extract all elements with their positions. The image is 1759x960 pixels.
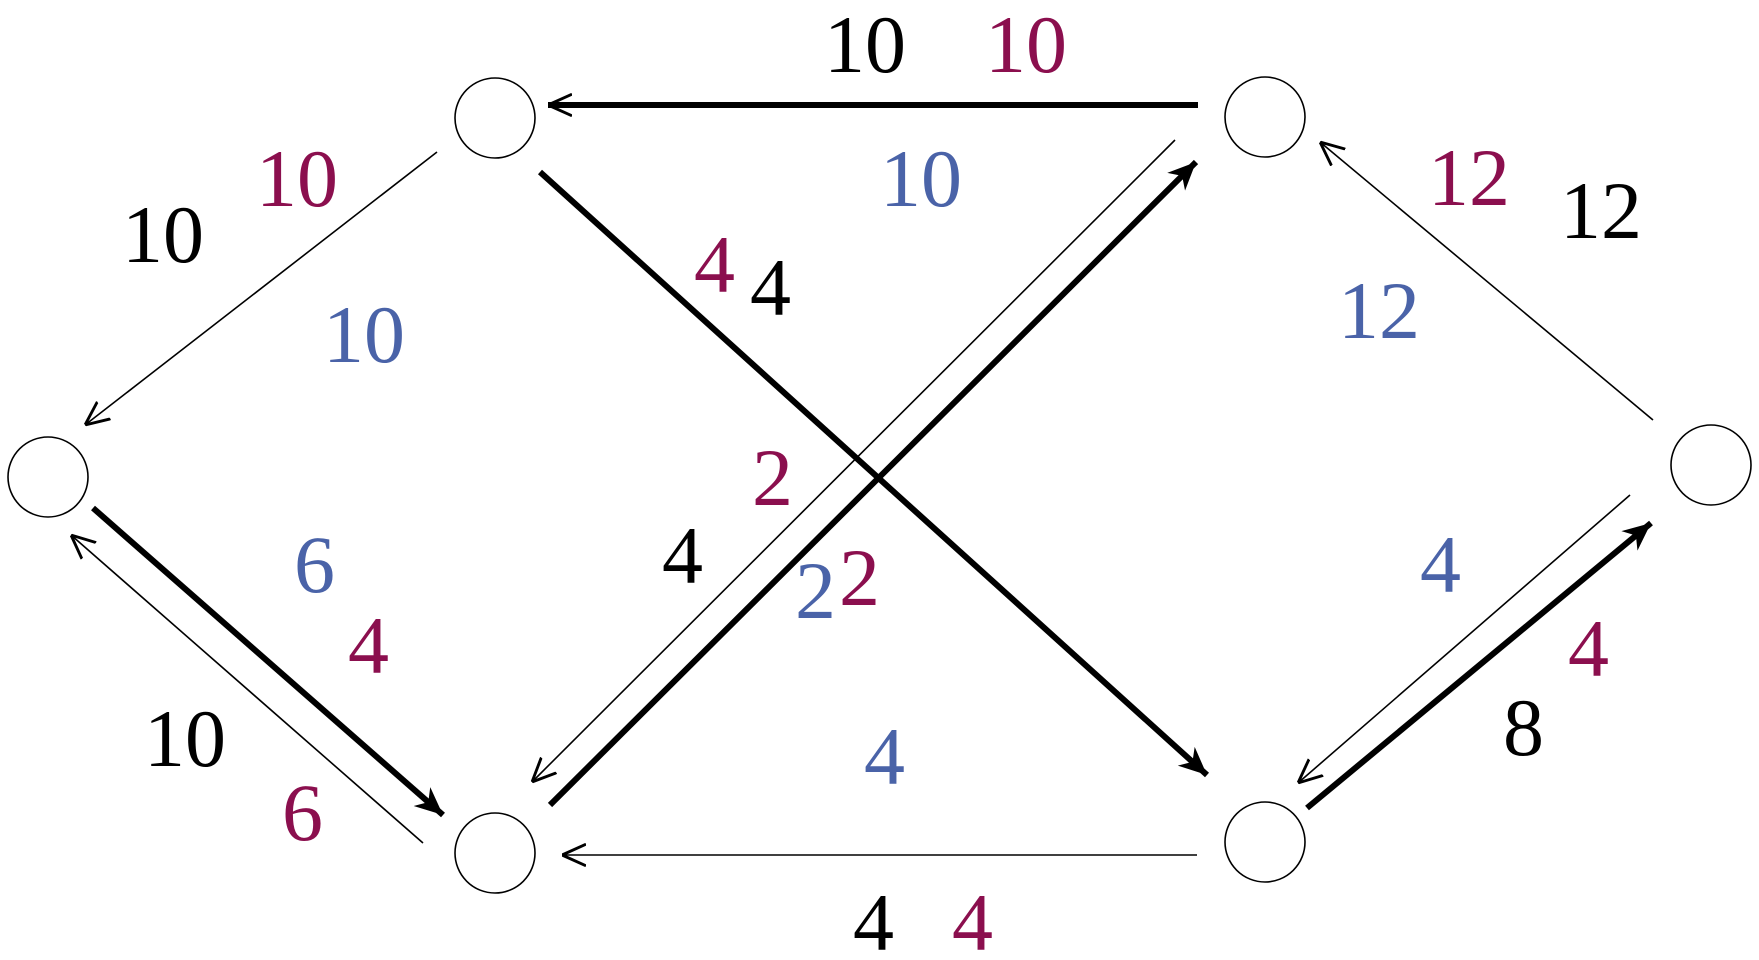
label-upper-right-black: 12 [1560,165,1642,256]
label-center-magenta: 2 [752,432,793,523]
label-center-black: 4 [662,510,703,601]
label-top-magenta: 10 [985,0,1067,90]
node-right [1671,425,1751,505]
label-top-blue: 10 [880,133,962,224]
label-bottom-blue: 4 [864,711,905,802]
label-lower-right-blue: 4 [1420,519,1461,610]
label-center-blue: 2 [795,545,836,636]
label-upper-right-blue: 12 [1338,265,1420,356]
label-upper-left-magenta: 10 [256,133,338,224]
node-top-left [455,78,535,158]
label-top-black: 10 [824,0,906,90]
label-upper-left-blue: 10 [323,289,405,380]
edge-cross-up-thick [550,162,1196,805]
label-upper-right-magenta: 12 [1428,132,1510,223]
label-center-magenta-2: 2 [839,532,880,623]
label-lower-left-magenta: 4 [348,600,389,691]
label-bottom-magenta: 4 [952,877,993,960]
label-lower-left-black: 10 [144,693,226,784]
node-bottom-left [455,813,535,893]
edge-cross-down-thick [540,172,1207,775]
label-lower-left-blue: 6 [294,519,335,610]
node-top-right [1225,77,1305,157]
label-bottom-black: 4 [853,877,894,960]
label-cross-down-magenta: 4 [694,219,735,310]
node-bottom-right [1225,802,1305,882]
label-lower-right-magenta: 4 [1568,603,1609,694]
edge-cross-down-thin [532,140,1175,782]
label-lower-right-black: 8 [1503,682,1544,773]
label-lower-left-magenta-2: 6 [282,767,323,858]
label-cross-down-black: 4 [750,242,791,333]
label-upper-left-black: 10 [122,189,204,280]
node-left [8,437,88,517]
